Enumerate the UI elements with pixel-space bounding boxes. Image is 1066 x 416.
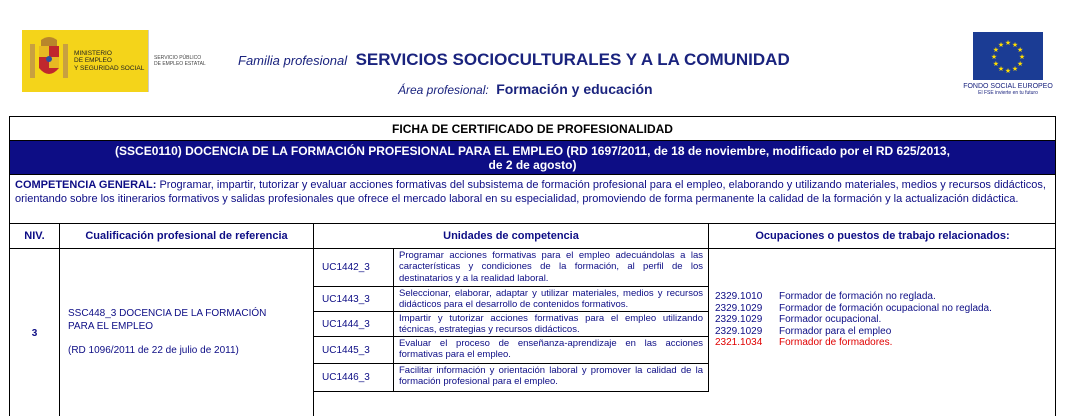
unit-description: Facilitar información y orientación laboral y promover la calidad de la formación profesional para el empleo. — [394, 364, 709, 392]
occupation-row — [715, 337, 1056, 349]
header-occupations: Ocupaciones o puestos de trabajo relacionados: — [709, 224, 1056, 249]
area-label: Área profesional: — [398, 83, 489, 97]
unit-description: Evaluar el proceso de enseñanza-aprendizaje en las acciones formativas para el empleo. — [394, 337, 709, 364]
sheet-title: FICHA DE CERTIFICADO DE PROFESIONALIDAD — [10, 117, 1055, 141]
unit-description: Impartir y tutorizar acciones formativas para el empleo utilizando técnicas, estrategias y recursos didácticos. — [394, 312, 709, 337]
coat-of-arms-icon — [28, 36, 70, 86]
eu-star-icon: ★ — [1011, 66, 1019, 74]
qualification-name-line2: PARA EL EMPLEO — [68, 320, 154, 332]
header-units: Unidades de competencia — [314, 224, 709, 249]
family-value: SERVICIOS SOCIOCULTURALES Y A LA COMUNIDAD — [355, 50, 790, 69]
eu-star-icon: ★ — [1011, 41, 1019, 49]
ministry-name: MINISTERIO DE EMPLEO Y SEGURIDAD SOCIAL — [74, 49, 145, 72]
esf-tagline: El FSE invierte en tu futuro — [978, 90, 1038, 96]
unit-description: Programar acciones formativas para el empleo adecuándolas a las características y condiciones de la formación, al perfil de los destinatarios y a la realidad laboral. — [394, 249, 709, 287]
general-competence — [10, 175, 1055, 224]
occupation-label: Formador de formadores. — [779, 337, 893, 348]
course-title-bar — [10, 141, 1055, 175]
header-qualification: Cualificación profesional de referencia — [60, 224, 314, 249]
eu-star-icon: ★ — [992, 47, 1000, 54]
eu-flag-icon — [973, 32, 1043, 80]
unit-code: UC1444_3 — [314, 312, 394, 337]
occupation-code: 2321.1034 — [715, 337, 763, 348]
occupation-label: Formador de formación ocupacional no reglada. — [779, 302, 992, 314]
competence-label: COMPETENCIA GENERAL: — [15, 179, 157, 191]
occupation-label: Formador para el empleo — [779, 325, 892, 337]
occupation-row — [715, 303, 1056, 315]
family-label: Familia profesional — [238, 53, 348, 68]
occupation-code: 2329.1029 — [715, 302, 763, 314]
eu-star-icon: ★ — [1016, 47, 1024, 54]
sepe-name: SERVICIO PÚBLICO DE EMPLEO ESTATAL — [148, 30, 214, 92]
unit-description: Seleccionar, elaborar, adaptar y utilizar materiales, medios y recursos didácticos para el desarrollo de contenidos formativos. — [394, 287, 709, 312]
certificate-sheet — [9, 116, 1056, 416]
level-value: 3 — [10, 249, 60, 416]
ministry-logo — [22, 30, 214, 92]
eu-star-icon: ★ — [1018, 54, 1026, 61]
occupation-label: Formador de formación no reglada. — [779, 291, 936, 302]
eu-star-icon: ★ — [997, 41, 1005, 49]
esf-name: FONDO SOCIAL EUROPEO — [963, 83, 1053, 90]
competence-text: Programar, impartir, tutorizar y evaluar acciones formativas del subsistema de formación profesional para el empleo, elaborando y utilizando materiales, medios y recursos didácticos, orientando sobre los itinerarios formativos y salidas profesionales que ofrece el mercado laboral en su especialidad, promoviendo de forma permanente la calidad de la formación y la actualización didáctica. — [15, 179, 1046, 205]
course-title-line1: (SSCE0110) DOCENCIA DE LA FORMACIÓN PROFESIONAL PARA EL EMPLEO (RD 1697/2011, de 18 de noviembre, modificado por el RD 625/2013, — [115, 144, 950, 158]
eu-star-icon: ★ — [1004, 68, 1012, 75]
qualification-name-line1: SSC448_3 DOCENCIA DE LA FORMACIÓN — [68, 308, 267, 320]
eu-star-icon: ★ — [992, 61, 1000, 68]
header-niv: NIV. — [10, 224, 60, 249]
area-value: Formación y educación — [496, 81, 653, 97]
unit-code: UC1446_3 — [314, 364, 394, 392]
occupation-row — [715, 326, 1056, 338]
occupation-code: 2329.1010 — [715, 291, 763, 302]
qualification-decree: (RD 1096/2011 de 22 de julio de 2011) — [68, 345, 239, 357]
unit-code: UC1445_3 — [314, 337, 394, 364]
course-title-line2: de 2 de agosto) — [488, 158, 577, 172]
occupation-row — [715, 291, 1056, 303]
occupation-label: Formador ocupacional. — [779, 314, 882, 325]
occupation-row — [715, 314, 1056, 326]
eu-star-icon: ★ — [1016, 61, 1024, 68]
unit-code: UC1443_3 — [314, 287, 394, 312]
professional-area — [398, 81, 653, 99]
page-header — [0, 0, 1066, 116]
eu-star-icon: ★ — [997, 66, 1005, 74]
occupations-cell — [709, 249, 1056, 416]
occupations-list — [715, 291, 1056, 349]
eu-star-icon: ★ — [990, 54, 998, 61]
eu-star-icon: ★ — [1004, 40, 1012, 47]
professional-family — [238, 50, 790, 70]
unit-code: UC1442_3 — [314, 249, 394, 287]
occupation-code: 2329.1029 — [715, 325, 763, 337]
esf-logo — [952, 32, 1064, 96]
qualification-cell — [60, 249, 314, 416]
occupation-code: 2329.1029 — [715, 314, 763, 325]
competence-table — [10, 224, 1055, 416]
